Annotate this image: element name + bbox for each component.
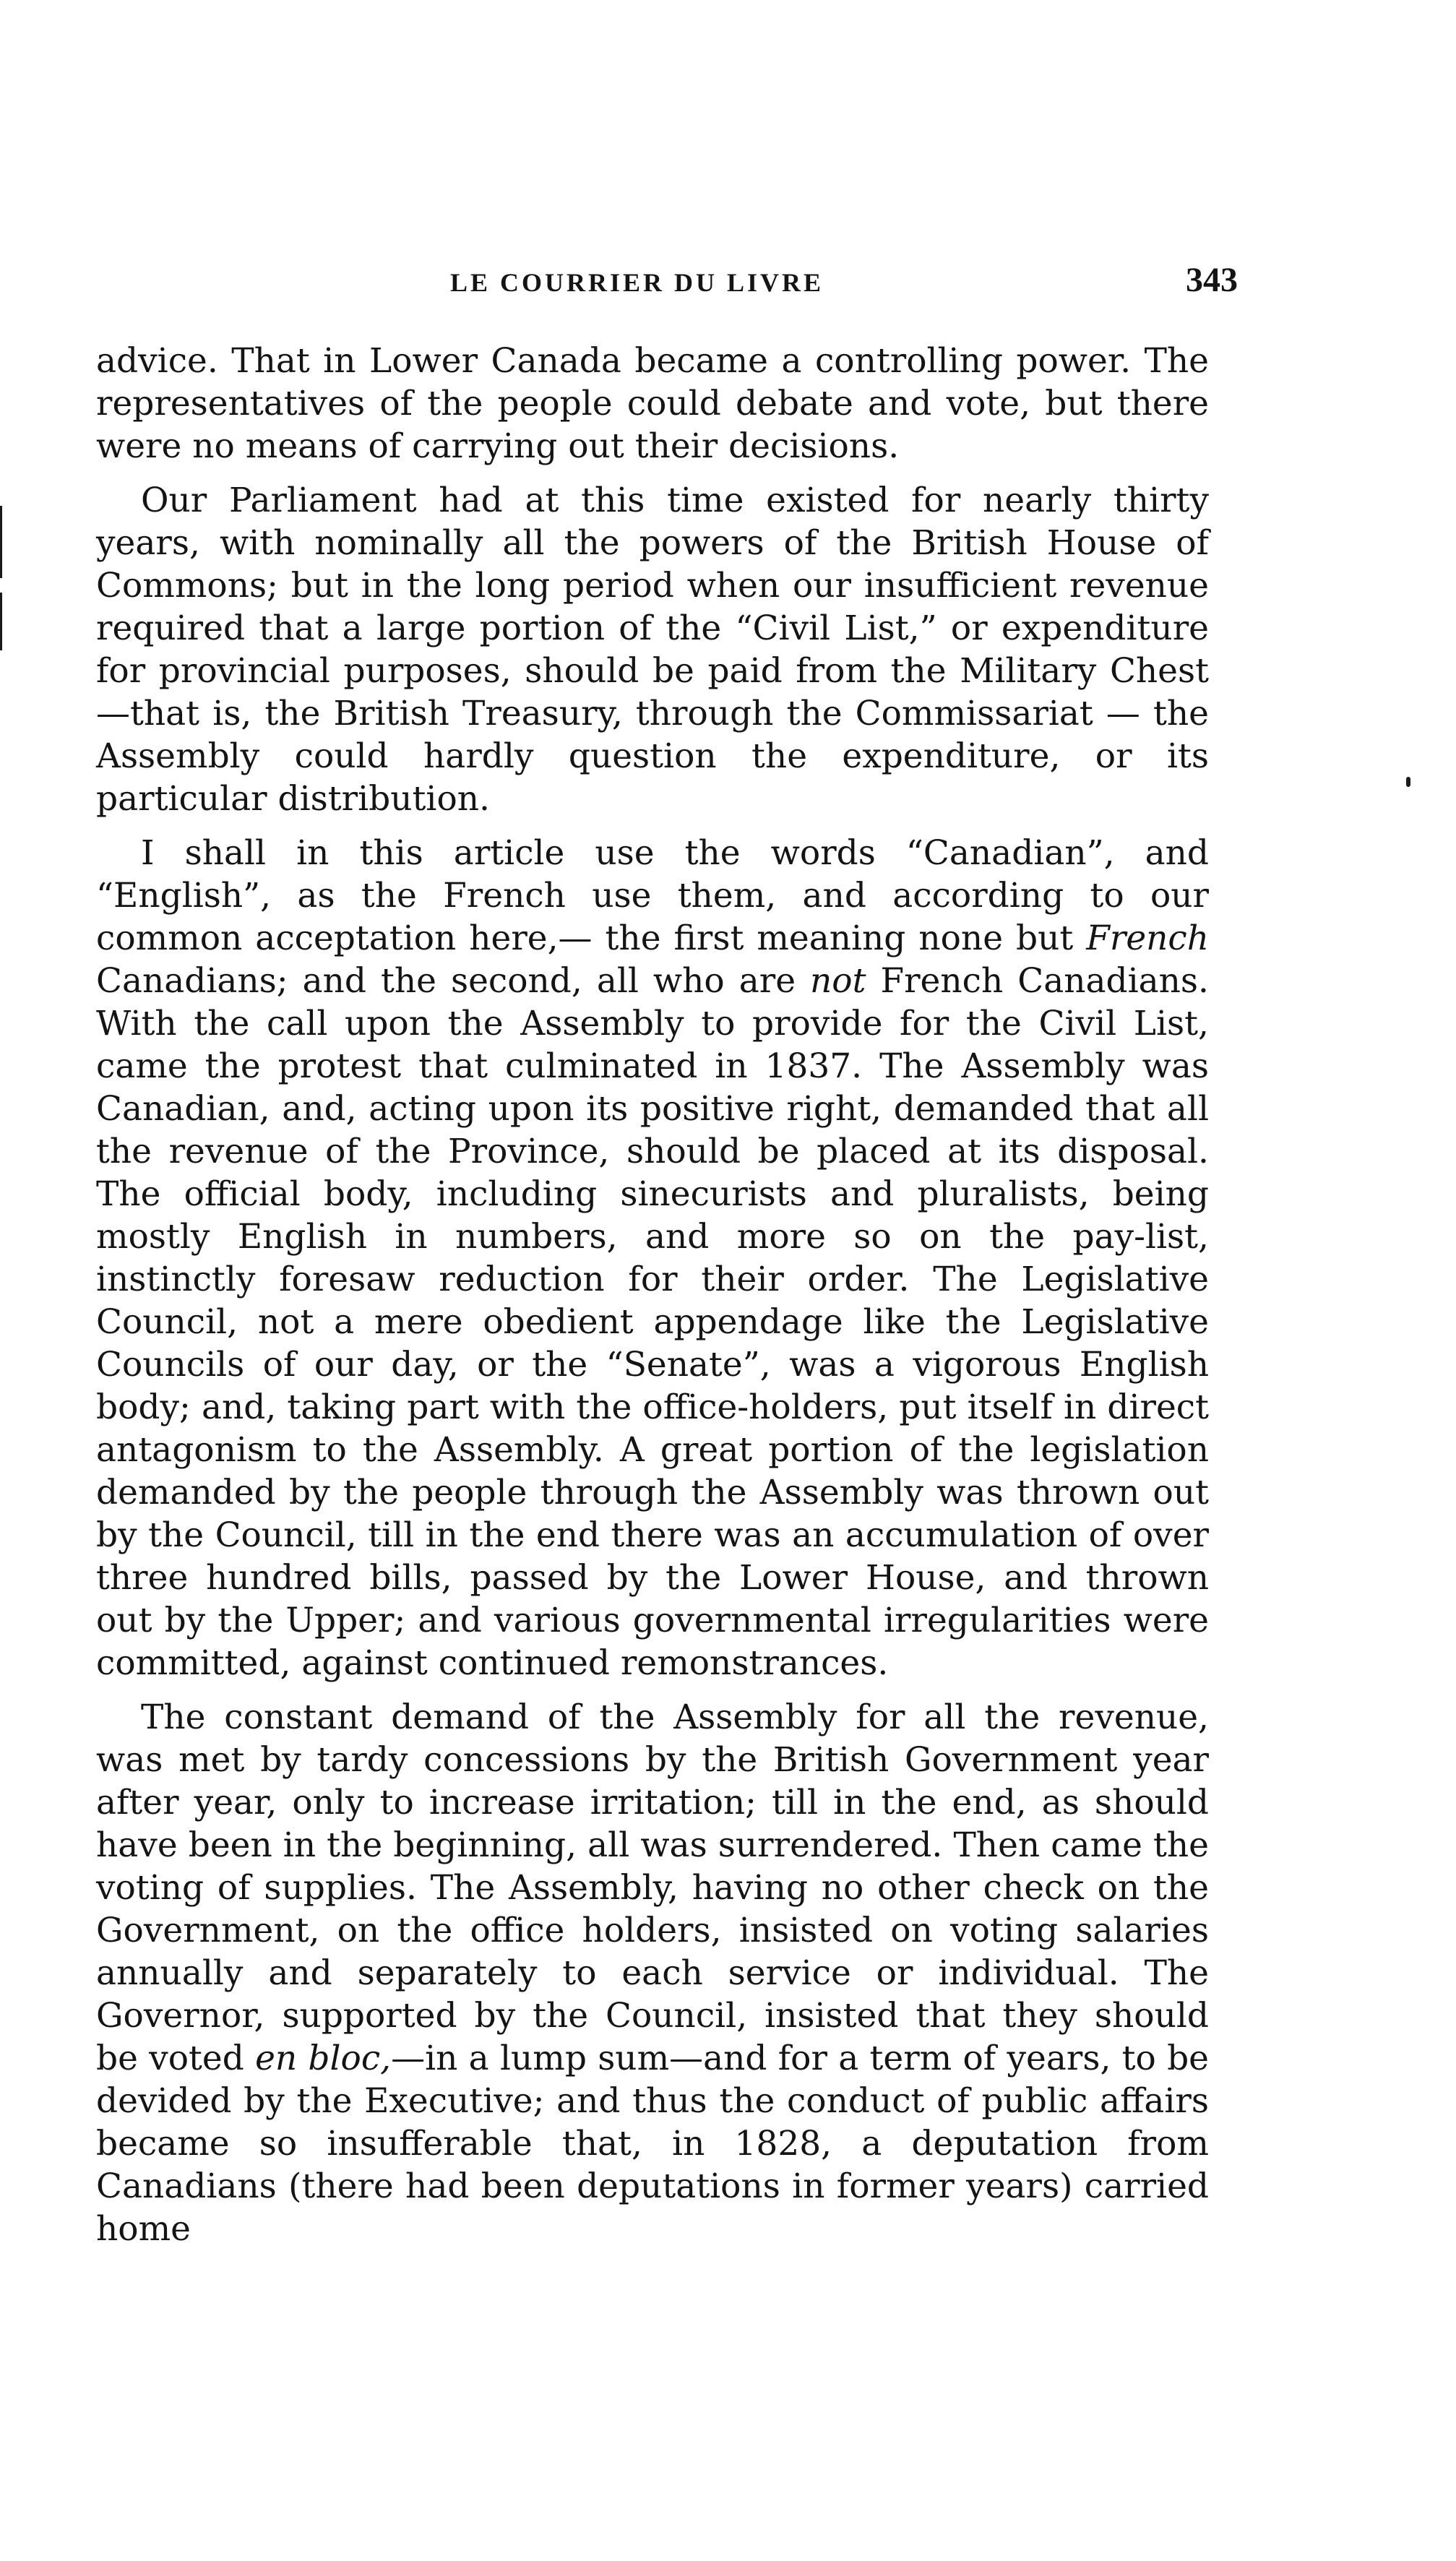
paragraph-4-text-a: The constant demand of the Assembly for all the revenue, was met by tardy concessions by the British Government year after year, only to increase irritation; till in the end, as should have been in the beginning, all was surrendered. Then came the voting of supplies. The Assembly, having no other check on the Government, on the office holders, insisted on voting salaries annually and separately to each service or individual. The Governor, supported by the Council, insisted that they should be voted [96, 1697, 1209, 2078]
page-header [96, 260, 1238, 311]
paragraph-4-text-b: —in a lump sum—and for a term of years, to be devided by the Executive; and thus the conduct of public affairs became so insufferable that, in 1828, a deputation from Canadians (there had been deputations in former years) carried home [96, 2039, 1209, 2249]
paragraph-3 [96, 832, 1209, 1684]
italic-not: not [810, 961, 866, 1001]
italic-french: French [1086, 918, 1209, 958]
page-number: 343 [1186, 261, 1238, 299]
paragraph-3-text-c: French Canadians. With the call upon the Assembly to provide for the Civil List, came the protest that culminated in 1837. The Assembly was Canadian, and, acting upon its positive right, demanded that all the revenue of the Province, should be placed at its disposal. The official body, including sinecurists and pluralists, being mostly English in numbers, and more so on the pay-list, instinctly foresaw reduction for their order. The Legislative Council, not a mere obedient appendage like the Legislative Councils of our day, or the “Senate”, was a vigorous English body; and, taking part with the office-holders, put itself in direct antagonism to the Assembly. A great portion of the legislation demanded by the people through the Assembly was thrown out by the Council, till in the end there was an accumulation of over three hundred bills, passed by the Lower House, and thrown out by the Upper; and various governmental irregularities were committed, against continued remonstrances. [96, 961, 1209, 1683]
paragraph-1: advice. That in Lower Canada became a controlling power. The representatives of the people could debate and vote, but there were no means of carrying out their decisions. [96, 341, 1209, 466]
paragraph-3-text-a: I shall in this article use the words “Canadian”, and “English”, as the French use them, and according to our common acceptation here,— the first meaning none but [96, 833, 1209, 958]
paragraph-4 [96, 1696, 1209, 2250]
scan-edge-mark [0, 506, 2, 578]
scan-edge-mark [0, 593, 2, 650]
paragraph-3-text-b: Canadians; and the second, all who are [96, 961, 811, 1001]
italic-en-bloc: en bloc, [255, 2039, 392, 2078]
running-title: LE COURRIER DU LIVRE [450, 268, 824, 297]
body-text [96, 340, 1209, 2262]
paragraph-2: Our Parliament had at this time existed for nearly thirty years, with nominally all the powers of the British House of Commons; but in the long period when our insufficient revenue required that a large portion of the “Civil List,” or expenditure for provincial purposes, should be paid from the Military Chest—that is, the British Treasury, through the Commissariat — the Assembly could hardly question the expenditure, or its particular distribution. [96, 481, 1209, 819]
scan-speck [1406, 777, 1410, 787]
